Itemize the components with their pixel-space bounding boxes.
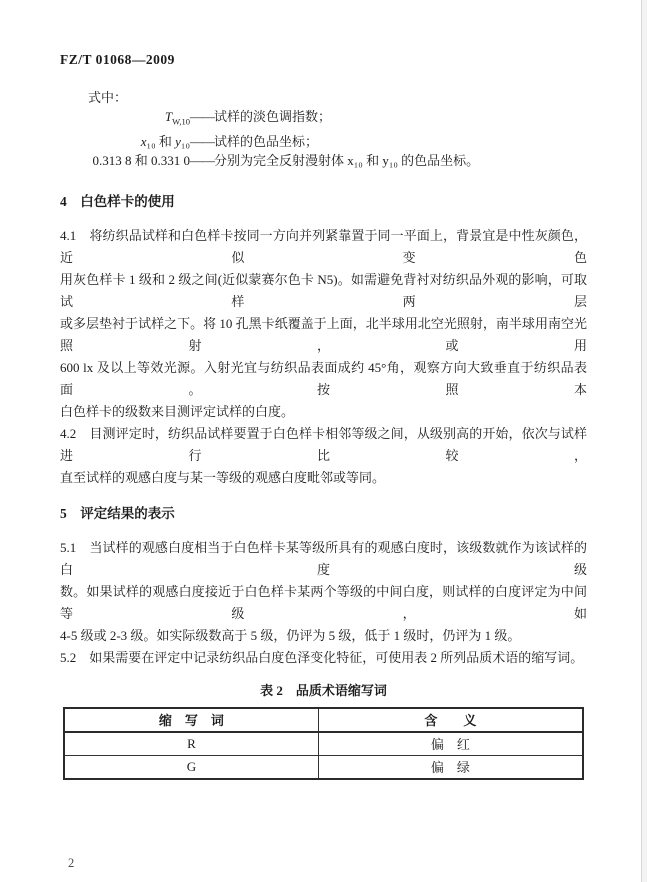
body-line: 或多层垫衬于试样之下。将 10 孔黑卡纸覆盖于上面，北半球用北空光照射，南半球用南空光照射，或用 — [60, 315, 587, 353]
formula-key-item-1 — [60, 107, 587, 132]
term-definition: 分别为完全反射漫射体 x₁₀ 和 y₁₀ 的色品坐标。 — [214, 152, 480, 168]
table-header-abbreviation: 缩 写 词 — [64, 708, 318, 732]
body-line: 数。如果试样的观感白度接近于白色样卡某两个等级的中间白度，则试样的白度评定为中间等级，如 — [60, 583, 587, 621]
formula-term-xy10 — [60, 132, 190, 151]
table-cell-meaning-green: 偏 绿 — [318, 755, 583, 779]
table-row — [64, 732, 583, 756]
formula-key-item-3 — [60, 151, 587, 170]
section-4-heading: 4 白色样卡的使用 — [60, 193, 175, 209]
formula-key-item-2 — [60, 132, 587, 151]
table-2-quality-terms — [63, 707, 584, 780]
body-line: 5.1 当试样的观感白度相当于白色样卡某等级所具有的观感白度时，该级数就作为该试样的白度级 — [60, 539, 587, 577]
formula-term-tw10 — [60, 107, 190, 132]
body-line: 5.2 如果需要在评定中记录纺织品白度色泽变化特征，可使用表 2 所列品质术语的缩写词。 — [60, 649, 584, 665]
term-subscript-y: ₁₀ — [180, 133, 190, 149]
page-number: 2 — [68, 856, 75, 870]
table-2-caption: 表 2 品质术语缩写词 — [260, 682, 387, 698]
standard-number-header: FZ/T 01068—2009 — [60, 52, 175, 67]
body-line: 直至试样的观感白度与某一等级的观感白度毗邻或等同。 — [60, 469, 386, 485]
paragraph-5-1 — [60, 537, 587, 647]
table-header-meaning: 含 义 — [318, 708, 583, 732]
body-line: 4.1 将纺织品试样和白色样卡按同一方向并列紧靠置于同一平面上，背景宜是中性灰颜色，近似变色 — [60, 227, 587, 265]
term-subscript: W,10 — [172, 116, 190, 127]
formula-key-label: 式中： — [88, 90, 128, 105]
table-cell-abbr-r: R — [64, 732, 318, 756]
term-symbol: T — [164, 109, 173, 124]
definition-dash: —— — [190, 109, 214, 124]
section-5-heading: 5 评定结果的表示 — [60, 505, 175, 521]
formula-term-constants: 0.313 8 和 0.331 0 — [92, 152, 190, 168]
scan-edge-strip — [642, 0, 647, 882]
paragraph-4-1 — [60, 225, 587, 423]
term-subscript-x: ₁₀ — [146, 133, 156, 149]
table-cell-abbr-g: G — [64, 755, 318, 779]
body-line: 600 lx 及以上等效光源。入射光宜与纺织品表面成约 45°角，观察方向大致垂直于纺织品表面。按照本 — [60, 359, 587, 397]
definition-dash: —— — [190, 133, 214, 149]
term-definition: 试样的色品坐标； — [214, 133, 319, 149]
definition-dash: —— — [190, 152, 214, 168]
term-symbol-x: x — [140, 133, 147, 149]
body-line: 用灰色样卡 1 级和 2 级之间(近似蒙赛尔色卡 N5)。如需避免背衬对纺织品外观的影响，可取试样两层 — [60, 271, 587, 309]
table-row — [64, 755, 583, 779]
body-line: 4.2 目测评定时，纺织品试样要置于白色样卡相邻等级之间，从级别高的开始，依次与试样进行比较， — [60, 425, 587, 463]
body-line: 白色样卡的级数来目测评定试样的白度。 — [60, 403, 295, 419]
body-line: 4-5 级或 2-3 级。如实际级数高于 5 级，仍评为 5 级，低于 1 级时，仍评为 1 级。 — [60, 627, 521, 643]
table-cell-meaning-red: 偏 红 — [318, 732, 583, 756]
table-header-row — [64, 708, 583, 732]
term-definition: 试样的淡色调指数； — [214, 109, 332, 124]
paragraph-4-2 — [60, 423, 587, 489]
term-symbol-y: y — [175, 133, 181, 149]
paragraph-5-2 — [60, 647, 587, 669]
term-conjunction: 和 — [155, 133, 176, 149]
